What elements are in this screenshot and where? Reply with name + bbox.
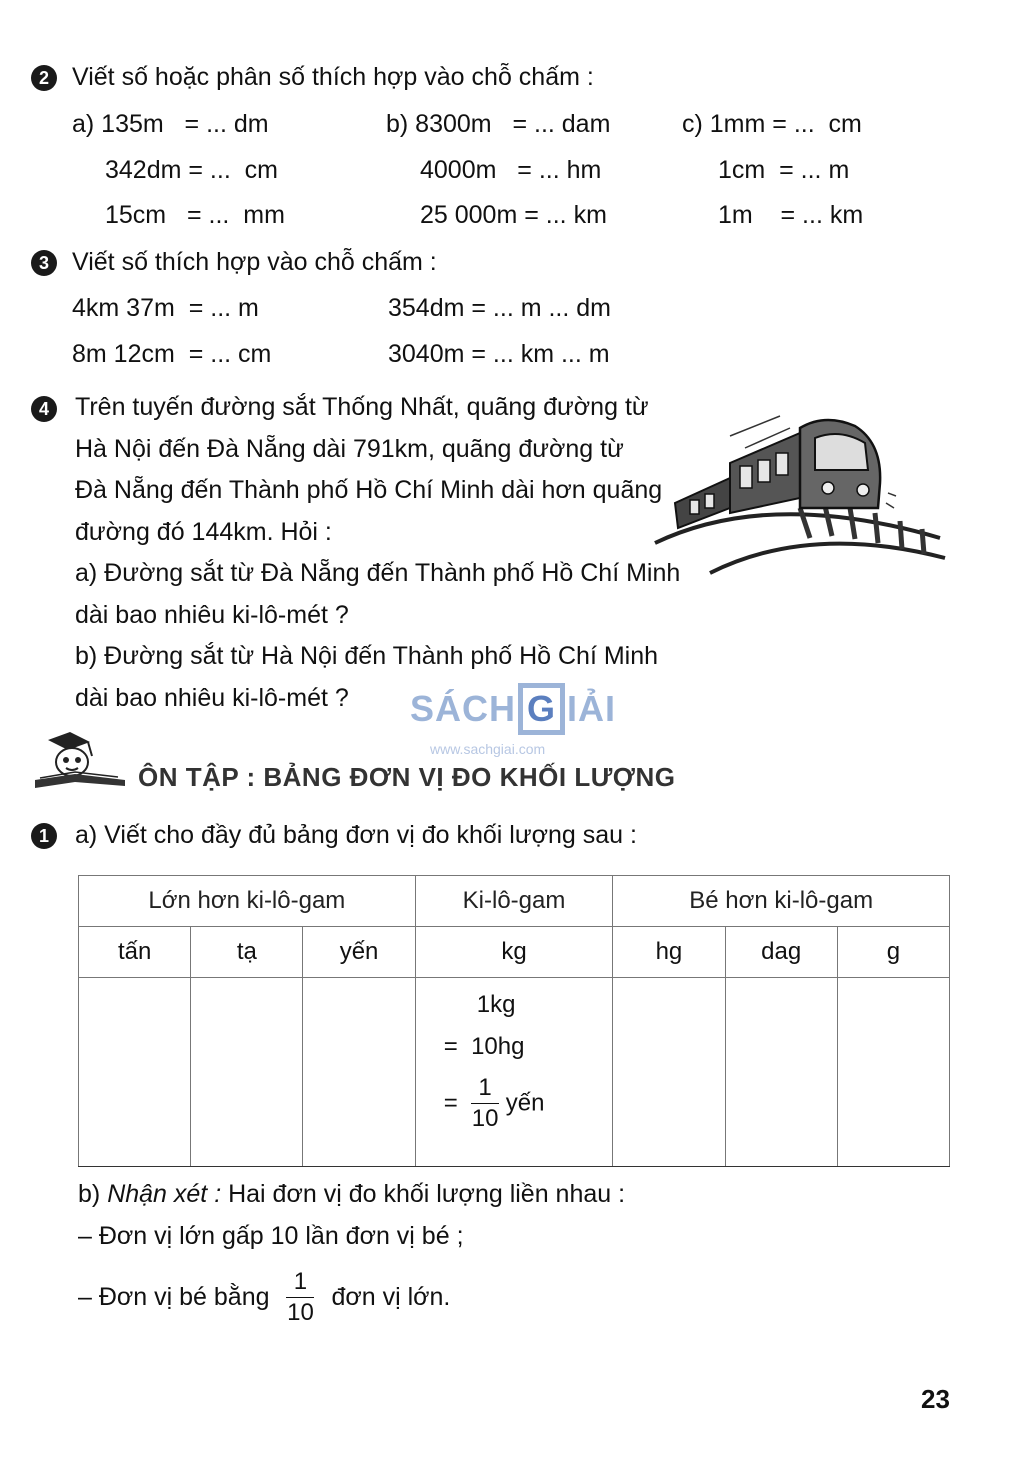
table-group-header-row — [79, 876, 950, 927]
table-unit-row — [79, 927, 950, 978]
exercise-3-title: Viết số thích hợp vào chỗ chấm : — [72, 248, 437, 276]
ex3-right-line: 3040m = ... km ... m — [388, 340, 610, 368]
equals-sign: = — [443, 1089, 458, 1117]
ex4-line: b) Đường sắt từ Hà Nội đến Thành phố Hồ Chí Minh — [75, 642, 659, 670]
ex2-c-line: 1m = ... km — [718, 201, 864, 229]
exercise-3-number: 3 — [31, 250, 57, 276]
note-italic: Nhận xét : — [107, 1180, 222, 1208]
ex4-line: dài bao nhiêu ki-lô-mét ? — [75, 683, 349, 712]
bullet-1: – Đơn vị lớn gấp 10 lần đơn vị bé ; — [78, 1222, 464, 1250]
ex4-line: dài bao nhiêu ki-lô-mét ? — [75, 600, 349, 629]
blank-cell — [191, 978, 303, 1167]
blank-cell — [725, 978, 837, 1167]
bullet-2-post: đơn vị lớn. — [331, 1283, 451, 1311]
ex3-left-line: 4km 37m = ... m — [72, 294, 259, 322]
unit-cell: kg — [415, 927, 613, 978]
ex2-c-line: c) 1mm = ... cm — [682, 110, 862, 138]
fraction-one-tenth — [471, 1076, 499, 1131]
ex2-b-line: 25 000m = ... km — [420, 201, 607, 229]
fraction-numerator: 1 — [293, 1268, 308, 1295]
ex2-a-line: a) 135m = ... dm — [72, 110, 269, 138]
ex2-a-line: 15cm = ... mm — [105, 201, 285, 229]
exercise-1-title: a) Viết cho đầy đủ bảng đơn vị đo khối lượng sau : — [75, 821, 637, 849]
equals-sign: = — [443, 1033, 458, 1060]
note-text: Hai đơn vị đo khối lượng liền nhau : — [228, 1180, 626, 1208]
exercise-2-number: 2 — [31, 65, 57, 91]
unit-cell: g — [837, 927, 949, 978]
ex4-line: đường đó 144km. Hỏi : — [75, 517, 332, 546]
blank-cell — [303, 978, 415, 1167]
exercise-4-number: 4 — [31, 396, 57, 422]
kg-line-2 — [444, 1026, 545, 1068]
bullet-2 — [78, 1270, 450, 1325]
ex2-b-line: b) 8300m = ... dam — [386, 110, 611, 138]
mass-units-table — [78, 875, 950, 1167]
watermark-logo-box: G — [518, 683, 565, 735]
ex2-c-line: 1cm = ... m — [718, 156, 850, 184]
exercise-1-number: 1 — [31, 823, 57, 849]
watermark — [410, 683, 617, 757]
fraction-denominator: 10 — [471, 1105, 499, 1132]
unit-cell: tấn — [79, 927, 191, 978]
blank-cell — [613, 978, 725, 1167]
group-header-smaller: Bé hơn ki-lô-gam — [613, 876, 950, 927]
kg-conversion-cell — [415, 978, 613, 1167]
ex4-line: Đà Nẵng đến Thành phố Hồ Chí Minh dài hơn quãng — [75, 476, 663, 504]
fraction-denominator: 10 — [287, 1299, 314, 1326]
exercise-4-text — [75, 387, 681, 719]
ex2-a-line: 342dm = ... cm — [105, 156, 278, 184]
note-line — [78, 1180, 625, 1209]
ex3-right-line: 354dm = ... m ... dm — [388, 294, 611, 322]
bullet-2-pre: – Đơn vị bé bằng — [78, 1283, 270, 1311]
ex3-left-line: 8m 12cm = ... cm — [72, 340, 272, 368]
blank-cell — [79, 978, 191, 1167]
fraction-numerator: 1 — [478, 1074, 492, 1101]
ex4-line: Trên tuyến đường sắt Thống Nhất, quãng đường từ — [75, 393, 649, 421]
train-icon — [675, 416, 896, 528]
group-header-larger: Lớn hơn ki-lô-gam — [79, 876, 416, 927]
fraction-one-tenth — [286, 1270, 314, 1325]
kg-line-2-value: 10hg — [471, 1033, 525, 1060]
kg-line-1: 1kg — [476, 991, 516, 1018]
student-reading-icon — [30, 730, 130, 792]
page-number: 23 — [921, 1384, 950, 1414]
exercise-2-title: Viết số hoặc phân số thích hợp vào chỗ chấm : — [72, 63, 594, 91]
unit-cell: hg — [613, 927, 725, 978]
table-body-row — [79, 978, 950, 1167]
unit-cell: dag — [725, 927, 837, 978]
unit-cell: tạ — [191, 927, 303, 978]
ex4-line: a) Đường sắt từ Đà Nẵng đến Thành phố Hồ Chí Minh — [75, 559, 681, 587]
blank-cell — [837, 978, 949, 1167]
kg-line-3-unit: yến — [505, 1089, 545, 1117]
group-header-kg: Ki-lô-gam — [415, 876, 613, 927]
section-title: ÔN TẬP : BẢNG ĐƠN VỊ ĐO KHỐI LƯỢNG — [138, 762, 676, 792]
watermark-left: SÁCH — [410, 688, 517, 729]
ex2-b-line: 4000m = ... hm — [420, 156, 602, 184]
ex4-line: Hà Nội đến Đà Nẵng dài 791km, quãng đường từ — [75, 434, 624, 463]
watermark-url: www.sachgiai.com — [430, 741, 546, 757]
unit-cell: yến — [303, 927, 415, 978]
kg-line-3 — [444, 1076, 545, 1131]
train-illustration — [650, 408, 950, 583]
note-label: b) — [78, 1180, 101, 1208]
watermark-right: IẢI — [567, 688, 617, 729]
